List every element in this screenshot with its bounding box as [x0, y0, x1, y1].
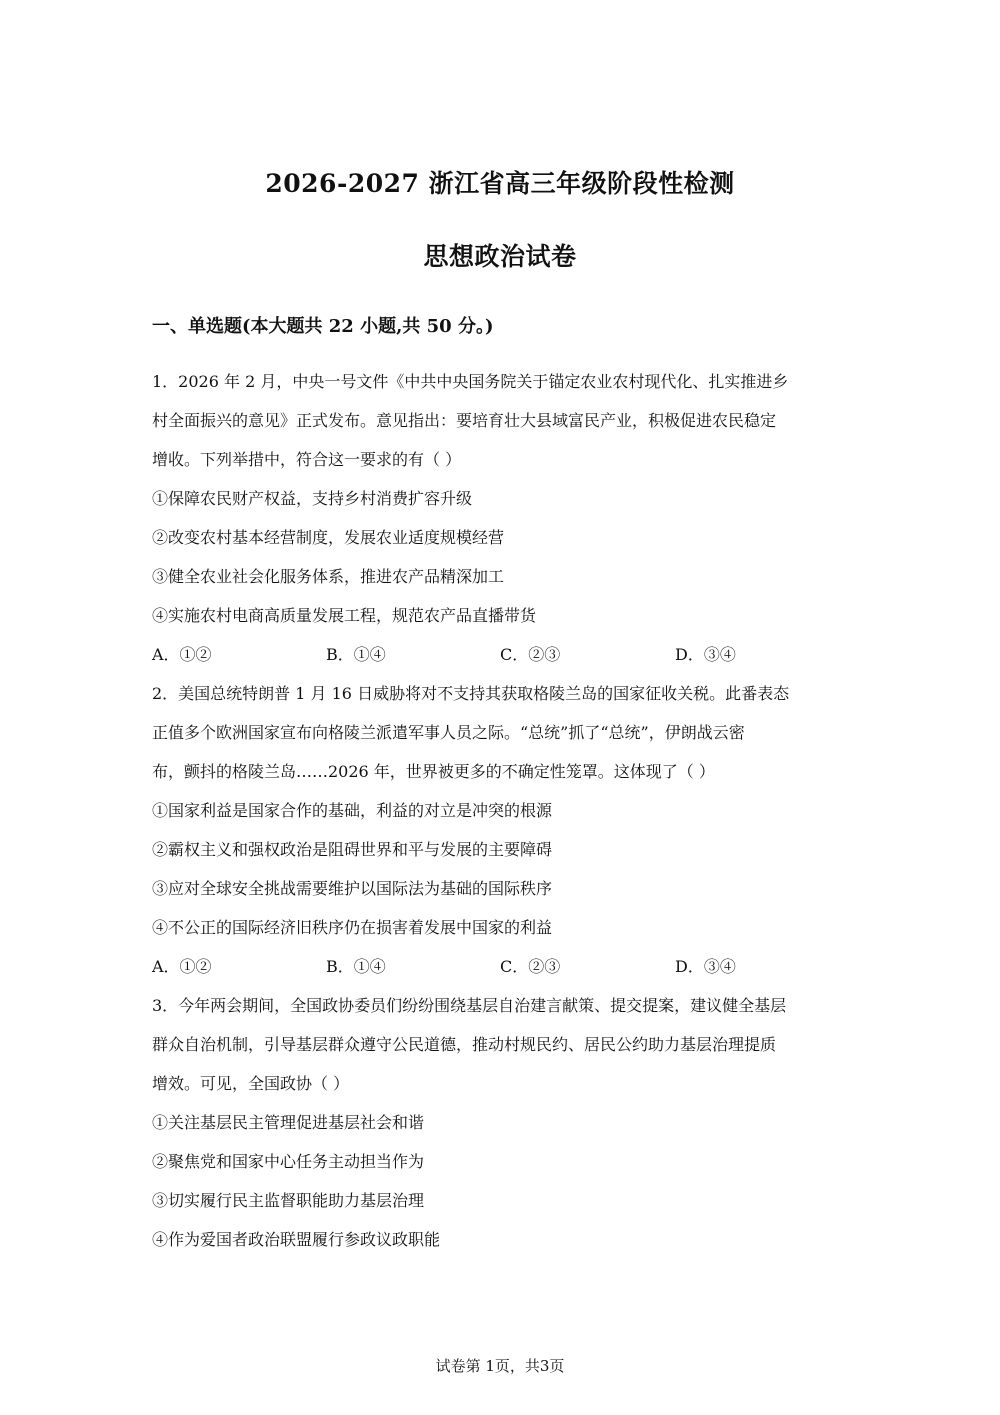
exam-subject-title: 思想政治试卷	[423, 242, 577, 271]
option-d: D．③④	[675, 957, 736, 976]
statement: ④不公正的国际经济旧秩序仍在损害着发展中国家的利益	[152, 918, 553, 937]
statement: ②霸权主义和强权政治是阻碍世界和平与发展的主要障碍	[152, 840, 553, 859]
statement: ③应对全球安全挑战需要维护以国际法为基础的国际秩序	[152, 879, 553, 898]
option-a: A．①②	[152, 957, 212, 976]
question-stem-line: 2．美国总统特朗普 1 月 16 日威胁将对不支持其获取格陵兰岛的国家征收关税。此番表态	[152, 684, 790, 703]
section-heading: 一、单选题(本大题共 22 小题,共 50 分。)	[152, 316, 494, 337]
question-stem-line: 群众自治机制，引导基层群众遵守公民道德，推动村规民约、居民公约助力基层治理提质	[152, 1035, 777, 1054]
statement: ②聚焦党和国家中心任务主动担当作为	[152, 1152, 425, 1171]
statement: ③健全农业社会化服务体系，推进农产品精深加工	[152, 567, 505, 586]
question-stem-line: 3．今年两会期间，全国政协委员们纷纷围绕基层自治建言献策、提交提案，建议健全基层	[152, 996, 787, 1015]
statement: ④作为爱国者政治联盟履行参政议政职能	[152, 1230, 441, 1249]
statement: ③切实履行民主监督职能助力基层治理	[152, 1191, 425, 1210]
option-c: C．②③	[500, 957, 561, 976]
exam-title: 2026-2027 浙江省高三年级阶段性检测	[265, 169, 735, 198]
statement: ②改变农村基本经营制度，发展农业适度规模经营	[152, 528, 505, 547]
question-stem-line: 村全面振兴的意见》正式发布。意见指出：要培育壮大县域富民产业，积极促进农民稳定	[152, 411, 777, 430]
option-a: A．①②	[152, 645, 212, 664]
question-stem-line: 增收。下列举措中，符合这一要求的有（ ）	[152, 450, 462, 469]
question-stem-line: 布，颤抖的格陵兰岛……2026 年，世界被更多的不确定性笼罩。这体现了（ ）	[152, 762, 715, 781]
question-stem-line: 增效。可见，全国政协（ ）	[152, 1074, 350, 1093]
option-d: D．③④	[675, 645, 736, 664]
question-stem-line: 正值多个欧洲国家宣布向格陵兰派遣军事人员之际。“总统”抓了“总统”，伊朗战云密	[152, 723, 745, 742]
statement: ①国家利益是国家合作的基础，利益的对立是冲突的根源	[152, 801, 553, 820]
option-c: C．②③	[500, 645, 561, 664]
statement: ④实施农村电商高质量发展工程，规范农产品直播带货	[152, 606, 537, 625]
option-b: B．①④	[326, 957, 386, 976]
page-footer: 试卷第 1页，共3页	[435, 1357, 565, 1375]
option-b: B．①④	[326, 645, 386, 664]
statement: ①保障农民财产权益，支持乡村消费扩容升级	[152, 489, 473, 508]
statement: ①关注基层民主管理促进基层社会和谐	[152, 1113, 425, 1132]
question-stem-line: 1．2026 年 2 月，中央一号文件《中共中央国务院关于锚定农业农村现代化、扎实推进乡	[152, 372, 789, 391]
